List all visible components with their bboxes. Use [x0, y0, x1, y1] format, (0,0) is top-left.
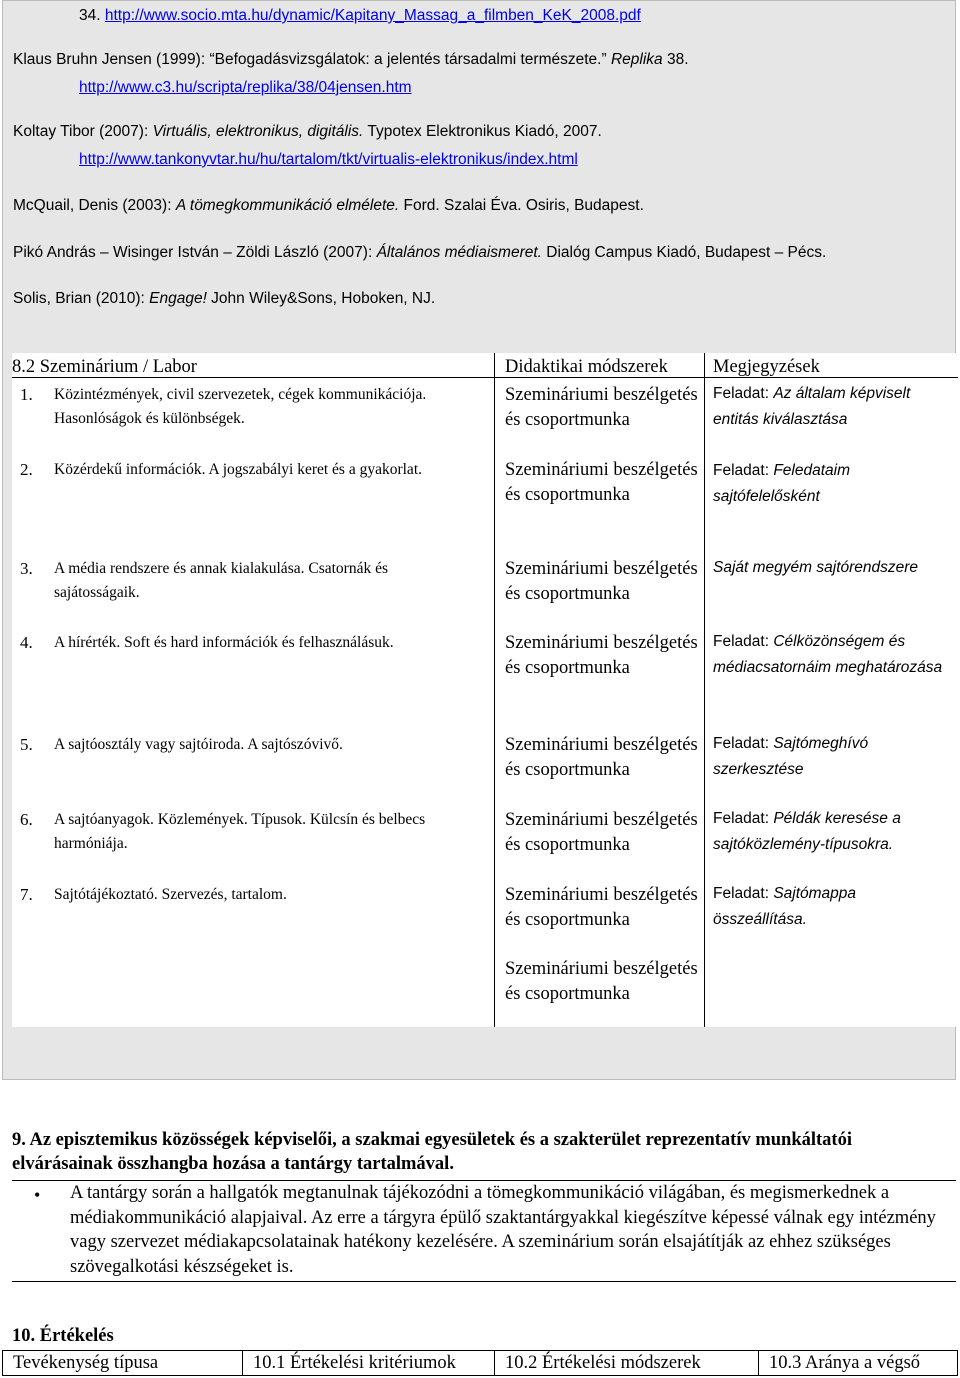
- reference-34: [79, 7, 641, 25]
- note-text: Sajtómeghívó szerkesztése: [713, 735, 869, 778]
- topic-cell: [20, 383, 474, 431]
- reference-mcquail: [13, 197, 644, 215]
- eval-header-activity: Tevékenység típusa: [3, 1351, 243, 1375]
- topic-cell: [20, 631, 474, 656]
- reference-author: Pikó András – Wisinger István – Zöldi László (2007):: [13, 244, 377, 261]
- topic-text: Közintézmények, civil szervezetek, cégek kommunikációja. Hasonlóságok és különbségek.: [54, 386, 427, 427]
- row-number: 7.: [20, 885, 33, 904]
- header-seminar: 8.2 Szeminárium / Labor: [12, 357, 197, 377]
- header-notes: Megjegyzések: [713, 357, 820, 377]
- row-number: 6.: [20, 810, 33, 829]
- reference-title: Virtuális, elektronikus, digitális.: [152, 123, 364, 140]
- method-cell: Szemináriumi beszélgetés és csoportmunka: [505, 385, 698, 430]
- topic-cell: [20, 733, 474, 758]
- note-cell: [713, 881, 953, 933]
- column-divider: [494, 353, 495, 1027]
- method-cell: Szemináriumi beszélgetés és csoportmunka: [505, 885, 698, 930]
- method-cell: Szemináriumi beszélgetés és csoportmunka: [505, 633, 698, 678]
- reference-volume: 38.: [662, 51, 689, 68]
- note-cell: [713, 806, 953, 858]
- reference-title: Általános médiaismeret.: [376, 244, 542, 261]
- note-prefix: Feladat:: [713, 462, 774, 479]
- note-text: Az általam képviselt entitás kiválasztása: [713, 385, 911, 428]
- note-text: Feledataim sajtófelelősként: [713, 462, 850, 505]
- reference-publisher: Ford. Szalai Éva. Osiris, Budapest.: [399, 197, 644, 214]
- reference-author: McQuail, Denis (2003):: [13, 197, 176, 214]
- topic-text: Sajtótájékoztató. Szervezés, tartalom.: [54, 886, 287, 903]
- row-number: 2.: [20, 460, 33, 479]
- reference-publisher: Dialóg Campus Kiadó, Budapest – Pécs.: [541, 244, 827, 261]
- note-prefix: Feladat:: [713, 810, 774, 827]
- method-cell: Szemináriumi beszélgetés és csoportmunka: [505, 810, 698, 855]
- reference-text: Klaus Bruhn Jensen (1999): “Befogadásvizsgálatok: a jelentés társadalmi természete.”: [13, 51, 611, 68]
- note-cell: [713, 555, 953, 581]
- topic-text: A média rendszere és annak kialakulása. Csatornák és sajátosságaik.: [54, 560, 388, 601]
- topic-cell: [20, 458, 474, 483]
- reference-koltay: [13, 123, 602, 141]
- reference-solis: [13, 290, 435, 308]
- reference-piko: [13, 244, 826, 262]
- seminar-table-header: [12, 353, 958, 378]
- method-cell: Szemináriumi beszélgetés és csoportmunka: [505, 460, 698, 505]
- note-text: Példák keresése a sajtóközlemény-típusokra.: [713, 810, 901, 853]
- note-cell: [713, 381, 953, 433]
- reference-author: Koltay Tibor (2007):: [13, 123, 153, 140]
- reference-link[interactable]: http://www.socio.mta.hu/dynamic/Kapitany_Massag_a_filmben_KeK_2008.pdf: [104, 7, 641, 24]
- topic-text: A sajtóosztály vagy sajtóiroda. A sajtószóvivő.: [54, 736, 343, 753]
- bullet-icon: •: [34, 1185, 41, 1205]
- reference-koltay-link[interactable]: [79, 151, 578, 169]
- topic-text: A hírérték. Soft és hard információk és felhasználásuk.: [54, 634, 394, 651]
- section-9-content: [12, 1180, 956, 1282]
- note-text: Célközönségem és médiacsatornáim meghatározása: [713, 633, 943, 676]
- row-number: 3.: [20, 559, 33, 578]
- note-cell: [713, 458, 953, 510]
- topic-cell: [20, 557, 474, 605]
- reference-title: A tömegkommunikáció elmélete.: [175, 197, 400, 214]
- eval-header-criteria: 10.1 Értékelési kritériumok: [243, 1351, 495, 1375]
- section-9-text: A tantárgy során a hallgatók megtanulnak tájékozódni a tömegkommunikáció világában, és megismerkednek a médiakommunikáció alapjaival. Az erre a tárgyra épülő szaktantárgyakkal kiegészítve képessé válnak egy intézmény vagy szervezet médiakapcsolatainak hatékony kezelésére. A szeminárium során elsajátítják az ehhez szükséges szövegalkotási készségeket is.: [70, 1183, 936, 1277]
- note-prefix: Feladat:: [713, 633, 774, 650]
- note-prefix: Feladat:: [713, 385, 774, 402]
- reference-author: Solis, Brian (2010):: [13, 290, 150, 307]
- section-9: [12, 1128, 952, 1277]
- bibliography: [3, 1, 957, 351]
- reference-number: 34.: [79, 7, 101, 24]
- row-number: 4.: [20, 633, 33, 652]
- reference-journal: Replika: [610, 51, 663, 68]
- evaluation-table: [2, 1350, 958, 1376]
- reference-link[interactable]: http://www.tankonyvtar.hu/hu/tartalom/tkt/virtualis-elektronikus/index.html: [79, 151, 578, 168]
- eval-header-methods: 10.2 Értékelési módszerek: [495, 1351, 759, 1375]
- note-text: Saját megyém sajtórendszere: [713, 559, 919, 576]
- section-9-title: 9. Az episztemikus közösségek képviselői, a szakmai egyesületek és a szakterület reprezentatív munkáltatói elvárásainak összhangba hozása a tantárgy tartalmával.: [12, 1130, 852, 1174]
- note-prefix: Feladat:: [713, 735, 774, 752]
- header-methods: Didaktikai módszerek: [505, 357, 668, 377]
- topic-cell: [20, 808, 474, 856]
- method-cell: Szemináriumi beszélgetés és csoportmunka: [505, 959, 698, 1004]
- reference-publisher: Typotex Elektronikus Kiadó, 2007.: [363, 123, 602, 140]
- note-prefix: Feladat:: [713, 885, 774, 902]
- note-cell: [713, 731, 953, 783]
- reference-jensen: [13, 51, 689, 69]
- method-cell: Szemináriumi beszélgetés és csoportmunka: [505, 559, 698, 604]
- topic-cell: [20, 883, 474, 908]
- topic-text: Közérdekű információk. A jogszabályi keret és a gyakorlat.: [54, 461, 422, 478]
- reference-link[interactable]: http://www.c3.hu/scripta/replika/38/04jensen.htm: [79, 79, 412, 96]
- seminar-table: [12, 353, 958, 1027]
- method-cell: Szemináriumi beszélgetés és csoportmunka: [505, 735, 698, 780]
- reference-jensen-link[interactable]: [79, 79, 412, 97]
- reference-publisher: John Wiley&Sons, Hoboken, NJ.: [206, 290, 436, 307]
- note-text: Sajtómappa összeállítása.: [713, 885, 857, 928]
- section-10-title: 10. Értékelés: [12, 1326, 114, 1346]
- eval-header-ratio: 10.3 Aránya a végső: [769, 1353, 921, 1373]
- topic-text: A sajtóanyagok. Közlemények. Típusok. Külcsín és belbecs harmóniája.: [54, 811, 426, 852]
- reference-title: Engage!: [149, 290, 207, 307]
- note-cell: [713, 629, 953, 681]
- row-number: 1.: [20, 385, 33, 404]
- row-number: 5.: [20, 735, 33, 754]
